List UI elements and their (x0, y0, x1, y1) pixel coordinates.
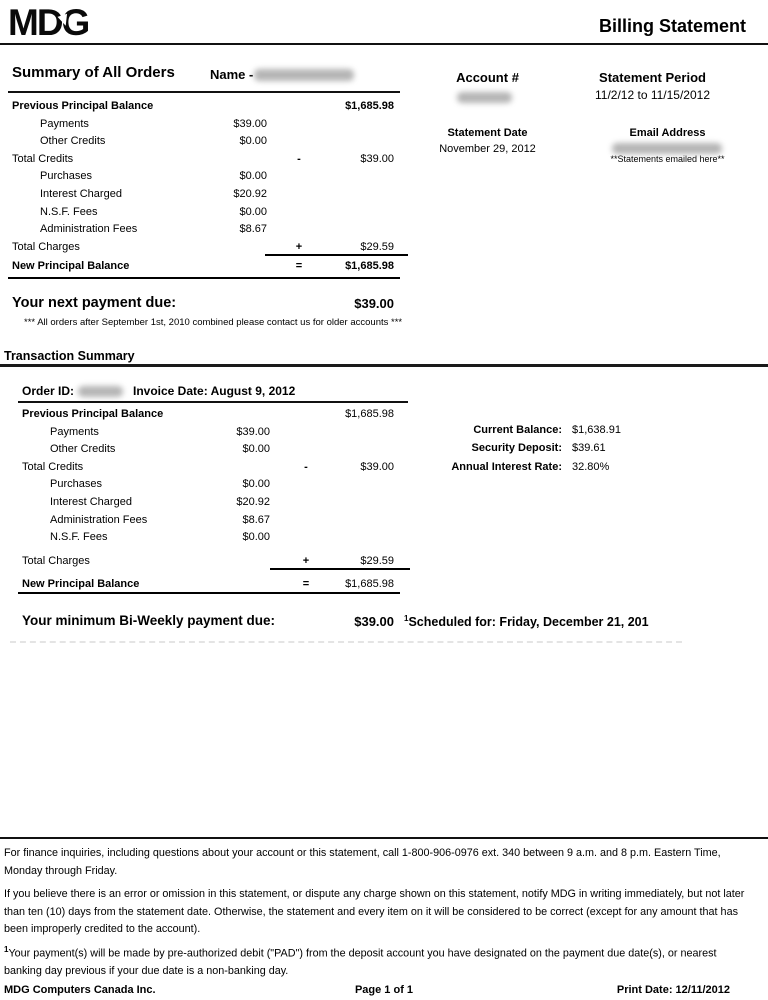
statement-date-label: Statement Date (447, 127, 528, 139)
row-amount: $39.00 (236, 425, 270, 438)
row-label: Previous Principal Balance (22, 408, 164, 420)
subtotal-rule (265, 254, 408, 256)
table-row (8, 116, 400, 134)
transaction-table (18, 406, 400, 594)
table-row (18, 494, 400, 512)
statement-period-label: Statement Period (599, 70, 706, 85)
table-row (8, 258, 400, 279)
dashed-divider (10, 641, 682, 643)
statement-date-column (420, 127, 555, 155)
customer-name-label: Name - (210, 67, 254, 82)
row-amount: $0.00 (239, 170, 267, 183)
subtotal-rule (270, 568, 410, 570)
equals-sign: = (295, 260, 303, 273)
company-name: MDG Computers Canada Inc. (4, 984, 156, 996)
row-label: Previous Principal Balance (12, 100, 154, 112)
row-label: New Principal Balance (12, 260, 130, 273)
statement-period-value: 11/2/12 to 11/15/2012 (595, 88, 710, 102)
row-label: Payments (50, 425, 99, 438)
minus-sign: - (304, 460, 308, 473)
min-payment-label: Your minimum Bi-Weekly payment due: (22, 613, 276, 628)
invoice-date-label: Invoice Date: August 9, 2012 (133, 384, 296, 398)
row-amount: $0.00 (242, 443, 270, 456)
table-row (18, 529, 400, 547)
plus-sign: + (302, 554, 310, 567)
row-total-value: $1,685.98 (345, 408, 394, 420)
row-total-value: $29.59 (360, 554, 394, 567)
transaction-divider (0, 364, 768, 367)
account-info-block (400, 424, 640, 479)
row-label: Total Charges (12, 240, 80, 253)
finance-inquiries-paragraph: For finance inquiries, including questions about your account or this statement, call 1-800-906-0976 ext. 340 between 9 a.m. and 8 p.m. Eastern Time, Monday through Friday. (4, 847, 721, 877)
row-label: Total Credits (22, 460, 84, 473)
row-label: Total Credits (12, 152, 74, 165)
equals-sign: = (302, 578, 310, 591)
row-total-value: $1,685.98 (345, 578, 394, 591)
row-amount: $8.67 (242, 513, 270, 526)
footnote-marker: 1 (4, 945, 9, 954)
row-total-value: $1,685.98 (345, 260, 394, 273)
order-divider (18, 401, 408, 403)
redacted-customer-name (254, 69, 354, 81)
row-label: N.S.F. Fees (40, 205, 98, 218)
row-label: N.S.F. Fees (50, 531, 108, 544)
scheduled-for-label: Scheduled for: Friday, December 21, 201 (408, 615, 649, 630)
security-deposit-value: $39.61 (572, 442, 606, 455)
table-row (18, 576, 400, 594)
page-title: Billing Statement (598, 16, 746, 36)
scheduled-for-text (404, 614, 649, 629)
row-label: Total Charges (22, 554, 90, 567)
row-amount: $0.00 (242, 478, 270, 491)
row-label: Other Credits (50, 443, 116, 456)
info-row (400, 424, 640, 442)
summary-note: *** All orders after September 1st, 2010 combined please contact us for older accounts *** (24, 317, 403, 328)
page-number: Page 1 of 1 (354, 984, 414, 996)
next-payment-value: $39.00 (354, 296, 394, 311)
table-row (8, 98, 400, 116)
table-row (18, 406, 400, 424)
row-amount: $0.00 (239, 205, 267, 218)
min-payment-value: $39.00 (354, 614, 394, 629)
row-label: Administration Fees (50, 513, 148, 526)
summary-table (8, 98, 400, 279)
annual-interest-rate-label: Annual Interest Rate: (451, 460, 562, 473)
redacted-email-address (612, 143, 722, 154)
print-date: Print Date: 12/11/2012 (616, 984, 730, 996)
transaction-section-title: Transaction Summary (4, 349, 135, 363)
account-column (420, 70, 555, 85)
pad-footnote-paragraph (4, 941, 756, 981)
header-divider (0, 43, 768, 45)
redacted-order-id (78, 386, 123, 397)
summary-section-title: Summary of All Orders (12, 64, 175, 81)
security-deposit-label: Security Deposit: (471, 442, 562, 455)
row-label: New Principal Balance (22, 578, 140, 591)
row-total-value: $39.00 (360, 460, 394, 473)
current-balance-value: $1,638.91 (572, 424, 621, 436)
footer-divider (0, 837, 768, 839)
row-amount: $20.92 (236, 495, 270, 508)
email-note: **Statements emailed here** (610, 154, 725, 164)
annual-interest-rate-value: 32.80% (572, 460, 610, 473)
row-amount: $39.00 (233, 117, 267, 130)
table-row (8, 168, 400, 186)
table-row (8, 133, 400, 151)
row-amount: $0.00 (242, 531, 270, 544)
row-total-value: $1,685.98 (345, 100, 394, 112)
info-row (400, 442, 640, 460)
table-row (8, 186, 400, 204)
table-row (18, 424, 400, 442)
table-row (8, 204, 400, 222)
summary-divider (8, 91, 400, 93)
table-row (18, 441, 400, 459)
dispute-paragraph: If you believe there is an error or omission in this statement, or dispute any charge shown on this statement, notify MDG in writing immediately, but not later than ten (10) days from the statement date. Otherwise, the statement and every item on it will be considered to be correct (except for any amount that has been improperly credited to the account). (4, 888, 745, 935)
minus-sign: - (297, 152, 301, 165)
row-label: Payments (40, 117, 89, 130)
plus-sign: + (295, 240, 303, 253)
pad-footnote-text: Your payment(s) will be made by pre-authorized debit ("PAD") from the deposit account you have designated on the payment due date(s), or nearest banking day previous if your due date is a non-banking day. (4, 947, 717, 978)
row-amount: $20.92 (233, 187, 267, 200)
next-payment-label: Your next payment due: (12, 295, 177, 311)
footnote-marker: 1 (404, 614, 409, 623)
current-balance-label: Current Balance: (473, 424, 562, 436)
row-label: Purchases (40, 170, 92, 183)
row-label: Purchases (50, 478, 102, 491)
redacted-account-number (457, 92, 512, 103)
row-amount: $8.67 (239, 223, 267, 236)
mdg-logo-text: MDG (8, 2, 89, 43)
info-row (400, 461, 640, 479)
email-address-label: Email Address (629, 127, 706, 139)
statement-date-value: November 29, 2012 (439, 143, 536, 155)
table-row (18, 459, 400, 477)
row-label: Administration Fees (40, 223, 138, 236)
row-total-value: $39.00 (360, 152, 394, 165)
row-amount: $0.00 (239, 135, 267, 148)
table-row (18, 512, 400, 530)
row-label: Interest Charged (40, 187, 122, 200)
row-total-value: $29.59 (360, 240, 394, 253)
table-row (18, 476, 400, 494)
table-row (8, 239, 400, 257)
row-label: Interest Charged (50, 495, 132, 508)
table-row (8, 221, 400, 239)
account-number-label: Account # (456, 70, 519, 85)
mdg-logo (8, 2, 88, 44)
statement-period-column (570, 70, 735, 102)
row-label: Other Credits (40, 135, 106, 148)
table-row (18, 553, 400, 571)
order-id-label: Order ID: (22, 384, 75, 398)
table-row (8, 151, 400, 169)
